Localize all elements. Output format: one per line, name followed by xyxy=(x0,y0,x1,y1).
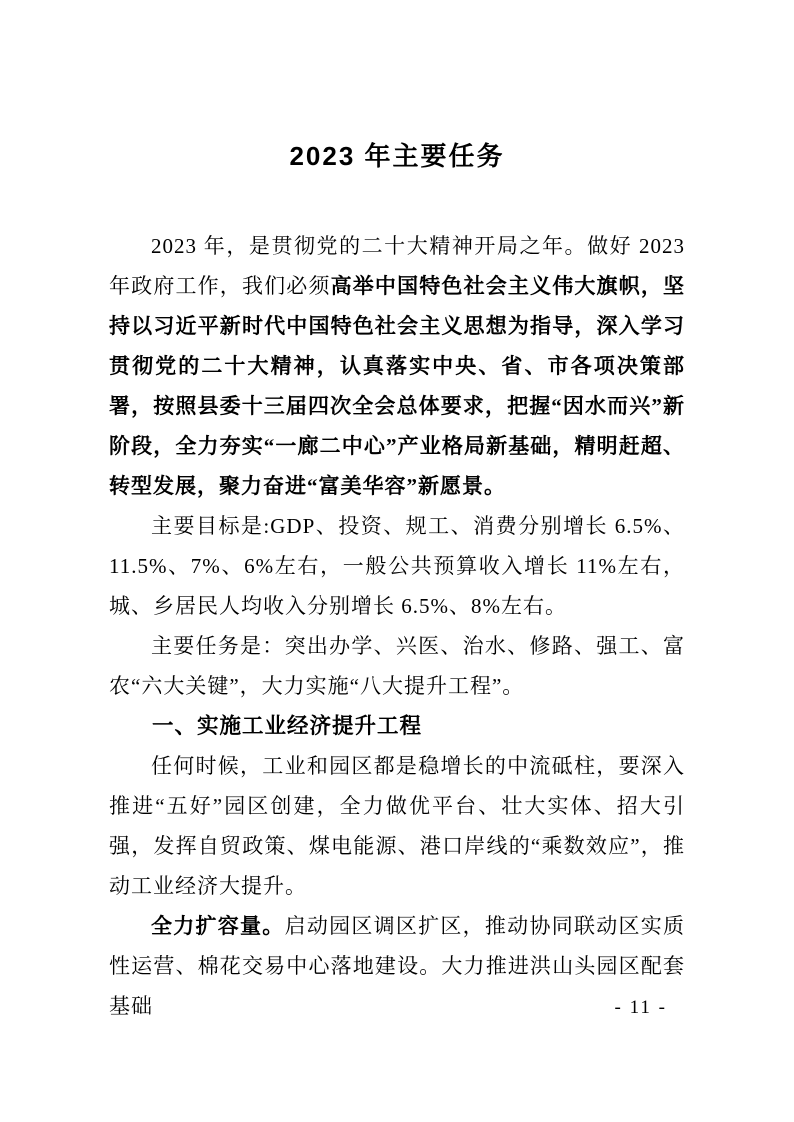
text-run: 任何时候，工业和园区都是稳增长的中流砥柱，要深入推进“五好”园区创建，全力做优平台、壮大实体、招大引强，发挥自贸政策、煤电能源、港口岸线的“乘数效应”，推动工业经济大提升。 xyxy=(109,754,685,898)
page-number: - 11 - xyxy=(614,997,667,1018)
paragraph xyxy=(109,506,685,626)
document-title: 2023 年主要任务 xyxy=(289,141,505,171)
paragraph xyxy=(109,746,685,906)
text-run: 全力扩容量。 xyxy=(151,914,285,938)
text-run: 启动园区调区扩区，推动协同联动区实质性运营、棉花交易中心落地建设。大力推进洪山头园区配套基础 xyxy=(109,914,686,1018)
text-run: 主要目标是:GDP、投资、规工、消费分别增长 6.5%、11.5%、7%、6%左右，一般公共预算收入增长 11%左右，城、乡居民人均收入分别增长 6.5%、8%左右。 xyxy=(109,514,685,618)
paragraph xyxy=(109,226,685,506)
paragraph xyxy=(109,906,685,1026)
text-run: 主要任务是：突出办学、兴医、治水、修路、强工、富农“六大关键”，大力实施“八大提升工程”。 xyxy=(109,634,685,698)
document-content xyxy=(109,140,685,1026)
paragraph xyxy=(109,626,685,706)
document-body xyxy=(109,226,685,1026)
text-run: 一、实施工业经济提升工程 xyxy=(152,714,423,738)
section-heading xyxy=(109,706,685,746)
text-run: 高举中国特色社会主义伟大旗帜，坚持以习近平新时代中国特色社会主义思想为指导，深入学习贯彻党的二十大精神，认真落实中央、省、市各项决策部署，按照县委十三届四次全会总体要求，把握“因水而兴”新阶段，全力夯实“一廊二中心”产业格局新基础，精明赶超、转型发展，聚力奋进“富美华容”新愿景。 xyxy=(109,274,686,498)
text-run: 2023 年，是贯彻党的二十大精神开局之年。做好 2023 年政府工作，我们必须 xyxy=(109,234,685,298)
